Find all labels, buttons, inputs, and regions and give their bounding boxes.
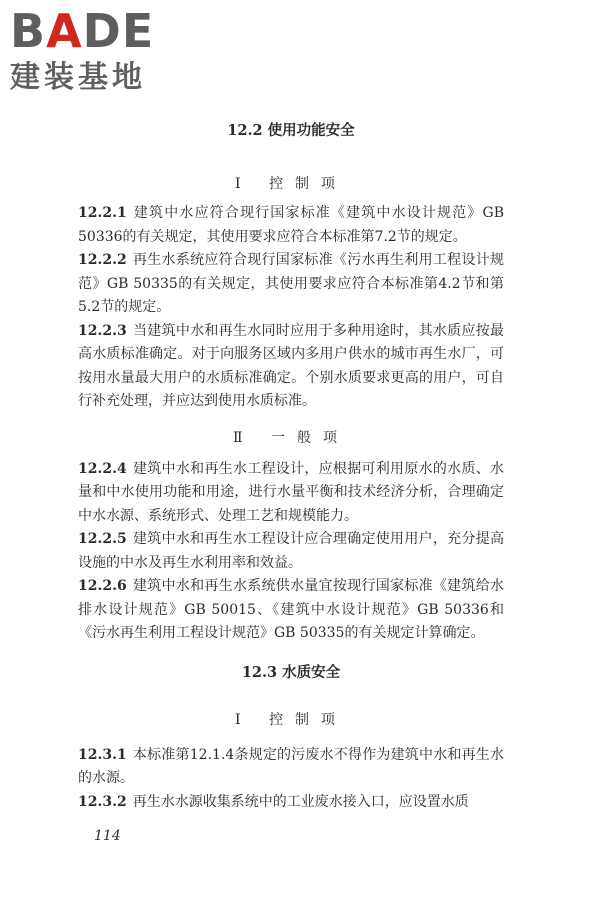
logo-letter-b: B (10, 4, 47, 58)
clause-text: 建筑中水和再生水系统供水量宜按现行国家标准《建筑给水排水设计规范》GB 50015、《建筑中水设计规范》GB 50336和《污水再生利用工程设计规范》GB 50335的有关规定计算确定。 (78, 578, 504, 641)
clause-number: 12.3.2 (78, 793, 127, 810)
clause-text: 建筑中水和再生水工程设计应合理确定使用用户，充分提高设施的中水及再生水利用率和效益。 (78, 531, 504, 571)
section-title-12-3: 12.3 水质安全 (241, 663, 341, 681)
clause-12-2-2 (78, 249, 504, 320)
logo-wordmark (10, 6, 154, 56)
clause-number: 12.2.5 (78, 531, 127, 547)
section-title-12-2: 12.2 使用功能安全 (227, 122, 355, 139)
clause-number: 12.3.1 (78, 746, 127, 763)
clause-text: 再生水水源收集系统中的工业废水接入口，应设置水质 (132, 793, 469, 810)
clause-12-2-3 (78, 320, 504, 414)
clause-12-3-2 (78, 791, 504, 815)
clause-number: 12.2.1 (78, 205, 127, 221)
logo-chinese-text: 建装基地 (10, 60, 146, 95)
clause-text: 当建筑中水和再生水同时应用于多种用途时，其水质应按最高水质标准确定。对于向服务区域内多用户供水的城市再生水厂，可按用水量最大用户的水质标准确定。个别水质要求更高的用户，可自行补充处理，并应达到使用水质标准。 (78, 322, 504, 409)
clause-12-2-4 (78, 458, 504, 529)
clause-text: 本标准第12.1.4条规定的污废水不得作为建筑中水和再生水的水源。 (78, 746, 504, 786)
bade-logo (10, 6, 180, 98)
subsection-general-items-12-2: Ⅱ 一般项 (233, 429, 349, 446)
subsection-control-items-12-3: Ⅰ 控制项 (235, 711, 347, 728)
clause-12-3-1 (78, 744, 504, 791)
clause-number: 12.2.3 (78, 322, 127, 339)
clause-text: 建筑中水和再生水工程设计，应根据可利用原水的水质、水量和中水使用功能和用途，进行水量平衡和技术经济分析，合理确定中水水源、系统形式、处理工艺和规模能力。 (78, 460, 504, 524)
clause-12-2-5 (78, 528, 504, 575)
clause-number: 12.2.2 (78, 252, 127, 268)
clause-12-2-6 (78, 575, 504, 646)
clause-number: 12.2.4 (78, 460, 127, 477)
document-body (78, 118, 504, 814)
logo-letters-de: DE (82, 4, 155, 58)
page-number: 114 (94, 828, 121, 844)
clause-number: 12.2.6 (78, 578, 127, 594)
clause-text: 再生水系统应符合现行国家标准《污水再生利用工程设计规范》GB 50335的有关规定，其使用要求应符合本标准第4.2节和第5.2节的规定。 (78, 252, 504, 315)
clause-text: 建筑中水应符合现行国家标准《建筑中水设计规范》GB 50336的有关规定，其使用要求应符合本标准第7.2节的规定。 (78, 205, 504, 245)
subsection-control-items-12-2: Ⅰ 控制项 (235, 176, 347, 192)
logo-letter-a: A (46, 4, 83, 58)
clause-12-2-1 (78, 202, 504, 249)
